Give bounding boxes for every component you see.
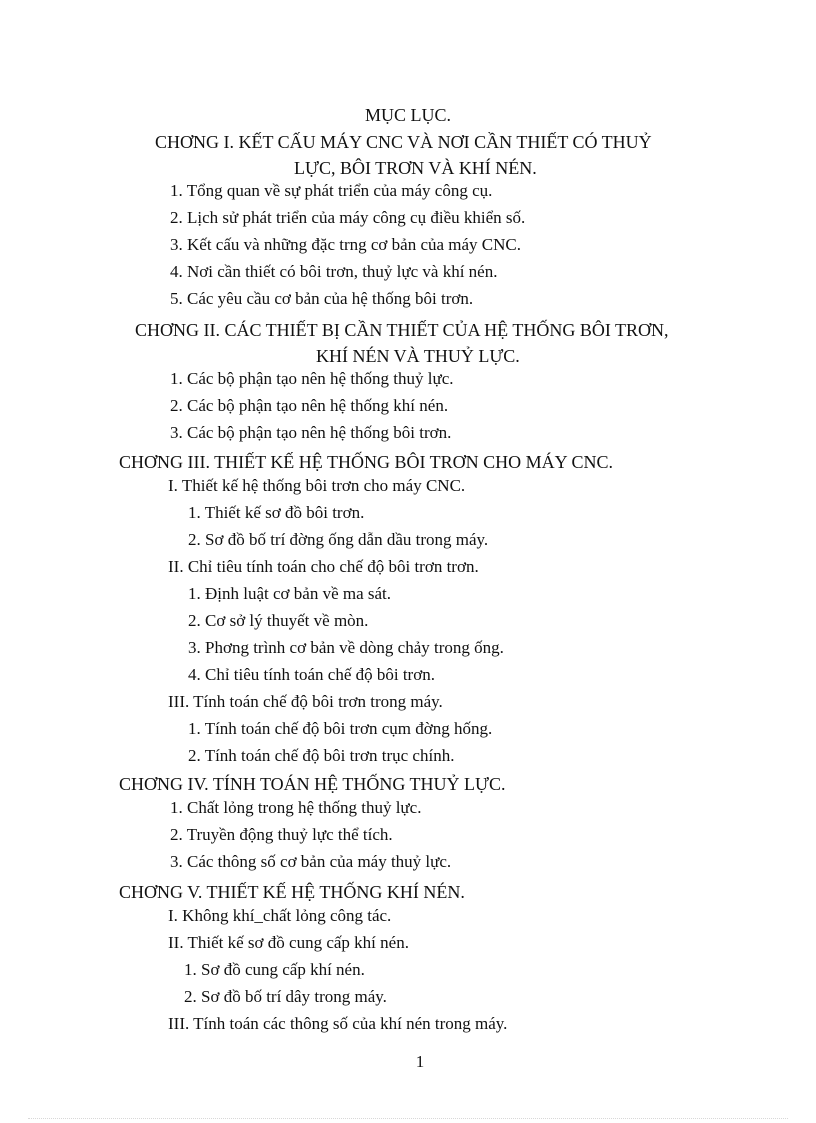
toc-item: 2. Lịch sử phát triển của máy công cụ điều khiển số. <box>170 208 526 227</box>
toc-item: 2. Cơ sở lý thuyết về mòn. <box>188 611 369 630</box>
chapter-5-heading: CHƠNG V. THIẾT KẾ HỆ THỐNG KHÍ NÉN. <box>119 882 465 902</box>
page-number: 1 <box>415 1052 425 1071</box>
toc-item: 3. Các bộ phận tạo nên hệ thống bôi trơn. <box>170 423 452 442</box>
toc-item: 3. Phơng trình cơ bản về dòng chảy trong ống. <box>188 638 504 657</box>
toc-item: 4. Nơi cần thiết có bôi trơn, thuỷ lực và khí nén. <box>170 262 498 281</box>
chapter-1-heading-cont: LỰC, BÔI TRƠN VÀ KHÍ NÉN. <box>294 158 537 178</box>
toc-item: 4. Chỉ tiêu tính toán chế độ bôi trơn. <box>188 665 435 684</box>
chapter-3-heading: CHƠNG III. THIẾT KẾ HỆ THỐNG BÔI TRƠN CHO MÁY CNC. <box>119 452 613 472</box>
toc-item: 1. Chất lỏng trong hệ thống thuỷ lực. <box>170 798 422 817</box>
toc-item: 2. Sơ đồ bố trí dây trong máy. <box>184 987 387 1006</box>
toc-item: 1. Thiết kế sơ đồ bôi trơn. <box>188 503 365 522</box>
toc-item: 2. Tính toán chế độ bôi trơn trục chính. <box>188 746 455 765</box>
toc-item: 1. Sơ đồ cung cấp khí nén. <box>184 960 365 979</box>
toc-section: III. Tính toán các thông số của khí nén trong máy. <box>168 1014 508 1033</box>
chapter-1-heading: CHƠNG I. KẾT CẤU MÁY CNC VÀ NƠI CẦN THIẾT CÓ THUỶ <box>155 132 652 152</box>
page-bottom-divider <box>28 1118 788 1119</box>
toc-section: I. Thiết kế hệ thống bôi trơn cho máy CNC. <box>168 476 466 495</box>
chapter-2-heading: CHƠNG II. CÁC THIẾT BỊ CẦN THIẾT CỦA HỆ THỐNG BÔI TRƠN, <box>135 320 669 340</box>
toc-item: 1. Tính toán chế độ bôi trơn cụm đờng hống. <box>188 719 493 738</box>
toc-item: 3. Kết cấu và những đặc trng cơ bản của máy CNC. <box>170 235 522 254</box>
chapter-4-heading: CHƠNG IV. TÍNH TOÁN HỆ THỐNG THUỶ LỰC. <box>119 774 506 794</box>
toc-item: 2. Các bộ phận tạo nên hệ thống khí nén. <box>170 396 449 415</box>
toc-section: III. Tính toán chế độ bôi trơn trong máy. <box>168 692 443 711</box>
toc-item: 2. Sơ đồ bố trí đờng ống dẫn dầu trong máy. <box>188 530 489 549</box>
toc-section: II. Thiết kế sơ đồ cung cấp khí nén. <box>168 933 409 952</box>
toc-item: 3. Các thông số cơ bản của máy thuỷ lực. <box>170 852 452 871</box>
toc-item: 1. Định luật cơ bản về ma sát. <box>188 584 392 603</box>
chapter-2-heading-cont: KHÍ NÉN VÀ THUỶ LỰC. <box>316 346 520 366</box>
toc-item: 5. Các yêu cầu cơ bản của hệ thống bôi trơn. <box>170 289 474 308</box>
toc-item: 1. Các bộ phận tạo nên hệ thống thuỷ lực. <box>170 369 454 388</box>
toc-section: I. Không khí_chất lỏng công tác. <box>168 906 392 925</box>
toc-section: II. Chỉ tiêu tính toán cho chế độ bôi trơn trơn. <box>168 557 479 576</box>
toc-title: MỤC LỤC. <box>364 105 451 125</box>
toc-item: 1. Tổng quan về sự phát triển của máy công cụ. <box>170 181 493 200</box>
toc-item: 2. Truyền động thuỷ lực thể tích. <box>170 825 393 844</box>
